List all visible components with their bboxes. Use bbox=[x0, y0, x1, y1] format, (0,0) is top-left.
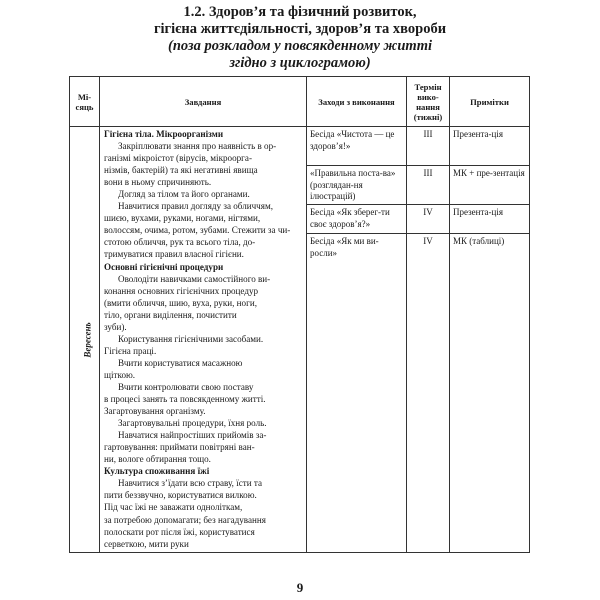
body-row bbox=[70, 127, 530, 553]
notes-cell bbox=[450, 127, 530, 553]
task-line: Оволодіти навичками самостійного ви- bbox=[118, 273, 271, 284]
activity-3-term: IV bbox=[407, 205, 449, 234]
task-line: Гігієна праці. bbox=[104, 345, 157, 356]
activity-1-note: Презента-ція bbox=[450, 127, 529, 166]
activity-3-note: Презента-ція bbox=[450, 205, 529, 234]
task-line: Навчитися правил догляду за обличчям, bbox=[118, 201, 273, 212]
activity-2-note: МК + пре-зентація bbox=[450, 166, 529, 205]
header-notes: Примітки bbox=[450, 77, 530, 127]
task-line: Закріплювати знання про наявність в ор- bbox=[118, 141, 277, 152]
task-line: тримуватися правил власної гігієни. bbox=[104, 249, 244, 260]
tasks-cell bbox=[100, 127, 307, 553]
activity-4-term: IV bbox=[423, 236, 433, 246]
month-label: Вересень bbox=[82, 322, 93, 358]
activity-1-term: ІІІ bbox=[407, 127, 449, 166]
task-line: (вмити обличчя, шию, вуха, руки, ноги, bbox=[104, 297, 257, 308]
activity-3-action: Бесіда «Як зберег-ти своє здоров’я?» bbox=[307, 205, 406, 234]
header-term: Термін вико-нання (тижні) bbox=[407, 77, 450, 127]
activity-4-action: Бесіда «Як ми ви-росли» bbox=[310, 236, 379, 258]
task-line: зуби). bbox=[104, 321, 127, 332]
header-actions: Заходи з виконання bbox=[307, 77, 407, 127]
task-line: Навчатися найпростіших прийомів за- bbox=[118, 430, 267, 441]
task-line: ни, вологе обтирання тощо. bbox=[104, 454, 211, 465]
heading-line-4: згідно з циклограмою) bbox=[229, 55, 371, 71]
header-tasks: Завдання bbox=[100, 77, 307, 127]
header-row bbox=[70, 77, 530, 127]
heading-line-1: 1.2. Здоров’я та фізичний розвиток, bbox=[183, 4, 417, 20]
page-number: 9 bbox=[296, 580, 304, 595]
task-line: серветкою, мити руки bbox=[104, 538, 189, 549]
task-line: гартовування: приймати повітряні ван- bbox=[104, 442, 255, 453]
activity-1-action: Бесіда «Чистота — це здоров’я!» bbox=[307, 127, 406, 166]
task-line: Під час їжі не заважати одноліткам, bbox=[104, 502, 243, 513]
task-line: Основні гігієнічні процедури bbox=[104, 261, 224, 272]
task-line: Догляд за тілом та його органами. bbox=[118, 189, 250, 200]
task-line: Гігієна тіла. Мікроорганізми bbox=[104, 129, 224, 139]
task-line: вони в ньому спричиняють. bbox=[104, 177, 212, 188]
task-line: Загартовування організму. bbox=[104, 406, 206, 417]
header-month: Мі-сяць bbox=[70, 77, 100, 127]
task-line: тіло, органи виділення, почистити bbox=[104, 309, 237, 320]
task-line: щіткою. bbox=[104, 369, 136, 380]
task-line: за потребою допомагати; без нагадування bbox=[104, 514, 266, 525]
task-line: стотою обличчя, рук та всього тіла, до- bbox=[104, 237, 256, 248]
task-line: Загартовувальні процедури, їхня роль. bbox=[118, 418, 267, 429]
task-line: полоскати рот після їжі, користуватися bbox=[104, 526, 255, 537]
terms-cell bbox=[407, 127, 450, 553]
activity-4-note: МК (таблиці) bbox=[453, 236, 505, 246]
activity-2-action: «Правильна поста-ва» (розглядан-ня ілюстрацій) bbox=[307, 166, 406, 205]
month-cell bbox=[70, 127, 100, 553]
task-line: Вчити контролювати свою поставу bbox=[118, 381, 254, 392]
actions-cell bbox=[307, 127, 407, 553]
task-line: Культура споживання їжі bbox=[104, 466, 210, 477]
task-line: конання основних гігієнічних процедур bbox=[104, 285, 259, 296]
task-line: шиєю, вухами, руками, ногами, нігтями, bbox=[104, 213, 261, 224]
task-line: нізмів, бактерій) та які негативні явища bbox=[104, 165, 258, 176]
task-line: ганізмі мікроістот (вірусів, мікроорга- bbox=[104, 153, 252, 164]
section-heading bbox=[0, 4, 600, 72]
schedule-table bbox=[69, 76, 530, 553]
task-line: Вчити користуватися масажною bbox=[118, 357, 243, 368]
heading-line-3: (поза розкладом у повсякденному житті bbox=[167, 38, 433, 54]
task-line: Навчитися з’їдати всю страву, їсти та bbox=[118, 478, 263, 489]
task-line: волоссям, очима, ротом, зубами. Стежити за чи- bbox=[104, 225, 291, 236]
heading-line-2: гігієна життєдіяльності, здоров’я та хвороби bbox=[153, 21, 447, 37]
task-line: пити беззвучно, користуватися вилкою. bbox=[104, 490, 257, 501]
activity-2-term: ІІІ bbox=[407, 166, 449, 205]
task-line: в процесі занять та повсякденному житті. bbox=[104, 394, 266, 405]
task-line: Користування гігієнічними засобами. bbox=[118, 333, 264, 344]
